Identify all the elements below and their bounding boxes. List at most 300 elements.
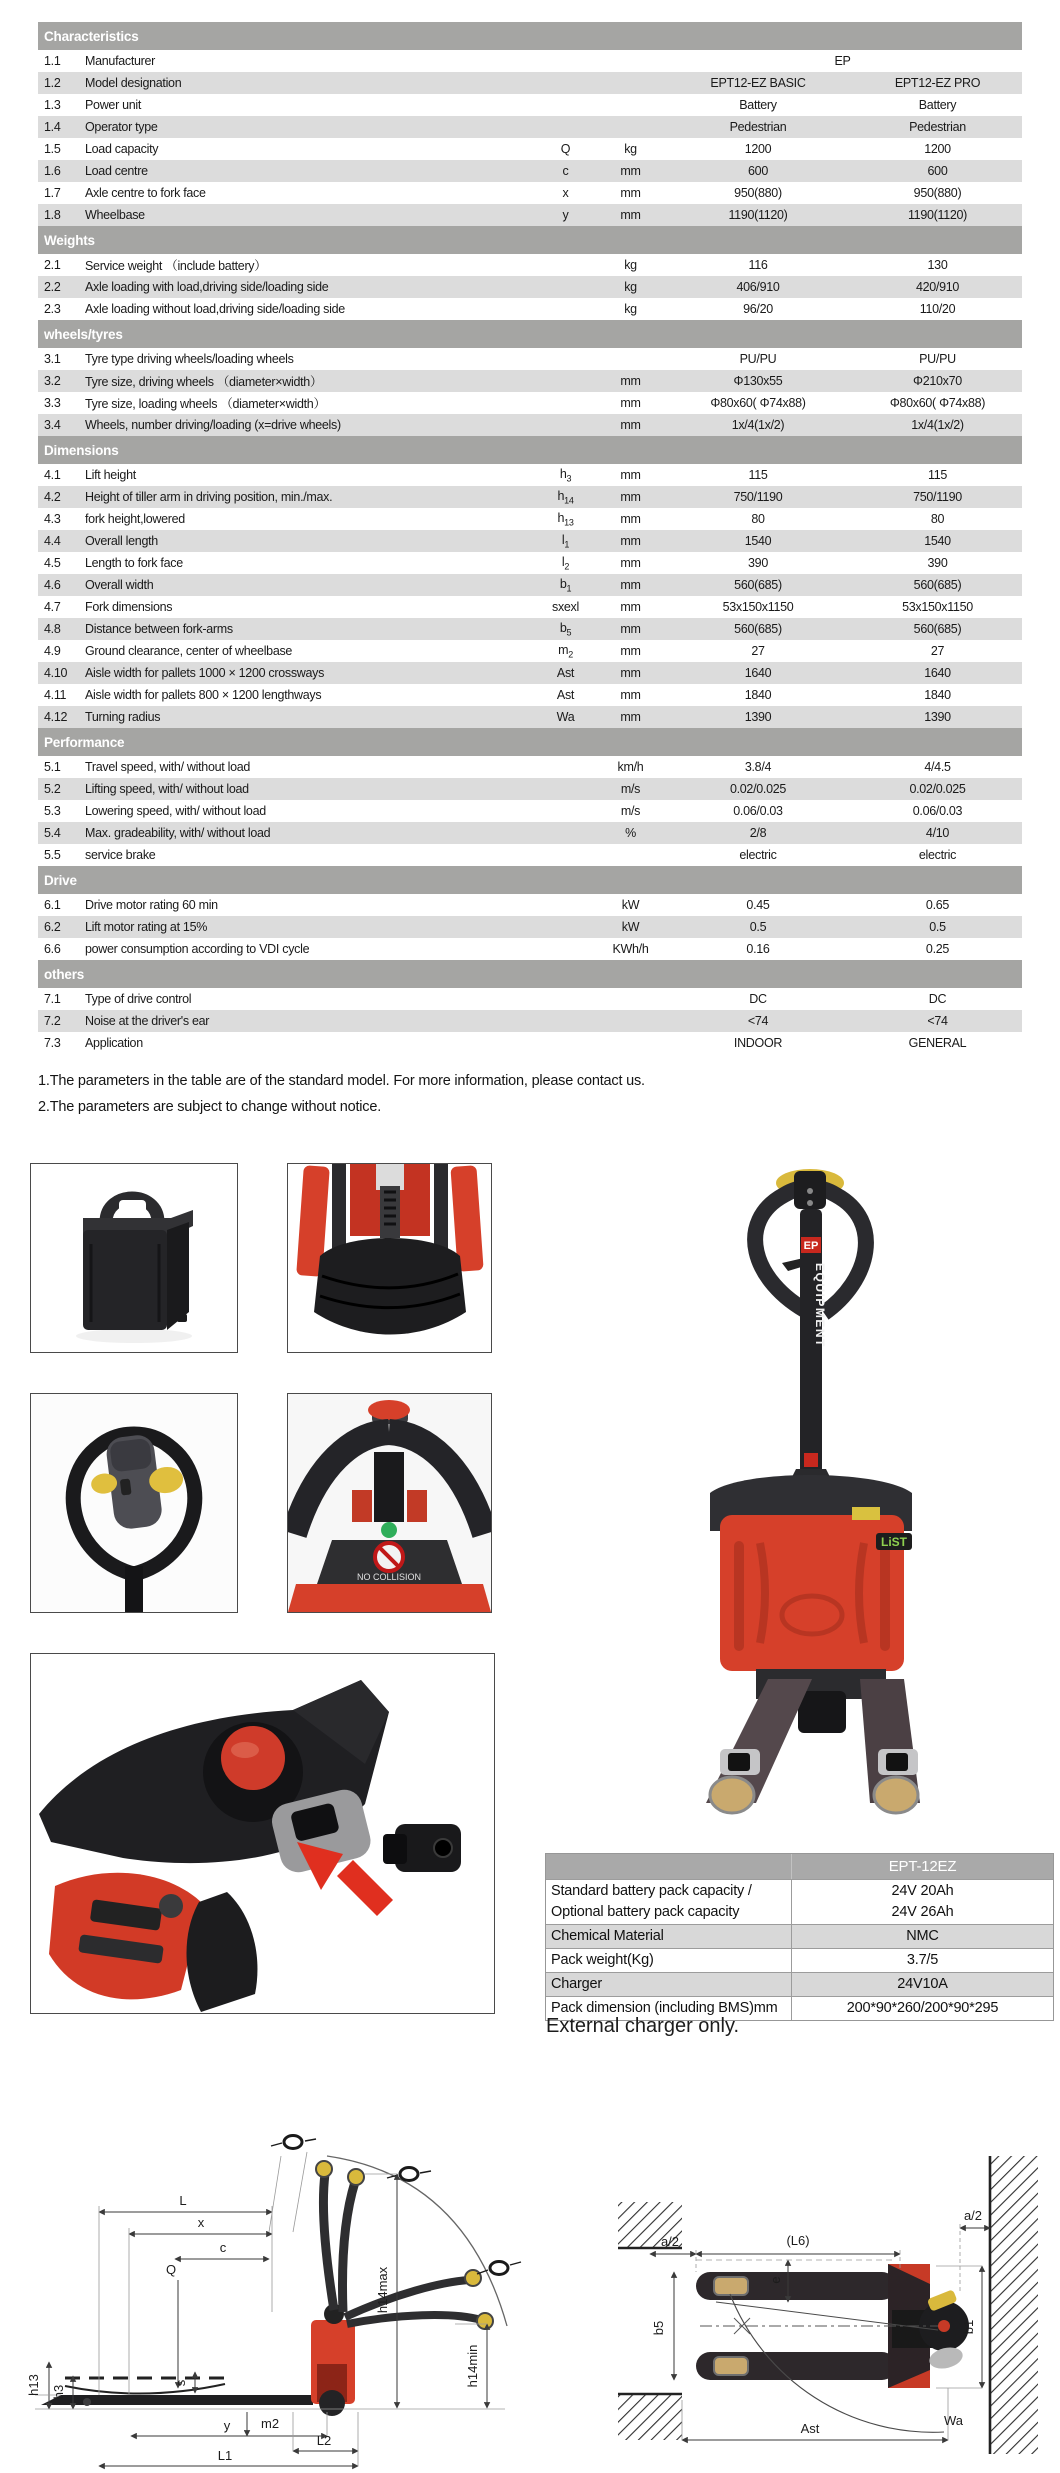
spec-cell-num: 3.1 — [44, 352, 61, 366]
spec-row — [38, 50, 1022, 72]
spec-cell-description: Max. gradeability, with/ without load — [85, 826, 271, 840]
photo-lift-mechanism — [287, 1163, 492, 1353]
spec-cell-value-pro: 950(880) — [913, 186, 962, 200]
spec-cell-symbol: $h_3$ — [559, 466, 572, 484]
spec-cell-unit: kW — [621, 920, 640, 934]
spec-row — [38, 822, 1022, 844]
spec-cell-num: 5.5 — [44, 848, 61, 862]
top-view-svg — [592, 2142, 1052, 2467]
spec-cell-value-basic: Φ130x55 — [733, 374, 783, 388]
spec-cell-symbol: c — [562, 164, 569, 178]
spec-cell-value-pro: 390 — [927, 556, 948, 570]
spec-cell-value-pro: GENERAL — [908, 1036, 967, 1050]
tiller-handle-illustration — [31, 1394, 237, 1612]
spec-cell-value-basic: 1190(1120) — [728, 208, 788, 222]
spec-cell-value-basic: 406/910 — [736, 280, 780, 294]
spec-cell-description: Manufacturer — [85, 54, 156, 68]
lift-mechanism-illustration — [288, 1164, 491, 1352]
spec-cell-value-pro: 1840 — [924, 688, 951, 702]
battery-row-value: 200*90*260/200*90*295 — [846, 2000, 999, 2016]
spec-row — [38, 1010, 1022, 1032]
spec-cell-value-basic: 0.16 — [746, 942, 770, 956]
spec-cell-unit: mm — [620, 622, 641, 636]
battery-row-value: 3.7/5 — [906, 1952, 939, 1968]
section-header: Dimensions — [38, 436, 1022, 464]
spec-cell-num: 7.1 — [44, 992, 61, 1006]
spec-row — [38, 844, 1022, 866]
dim-h13: h13 — [26, 2374, 41, 2396]
spec-cell-value-basic: 0.02/0.025 — [729, 782, 787, 796]
ep-logo: EP — [803, 1240, 819, 1252]
spec-cell-value-basic: 750/1190 — [733, 490, 783, 504]
spec-cell-value-basic: 1200 — [744, 142, 772, 156]
spec-cell-num: 4.10 — [44, 666, 68, 680]
spec-cell-value-basic: 1840 — [744, 688, 772, 702]
spec-row — [38, 894, 1022, 916]
spec-cell-unit: mm — [620, 710, 641, 724]
spec-cell-symbol: Ast — [556, 688, 575, 702]
spec-cell-description: Overall width — [85, 578, 154, 592]
spec-cell-num: 4.11 — [44, 688, 67, 702]
spec-row — [38, 182, 1022, 204]
spec-cell-description: Overall length — [85, 534, 158, 548]
spec-cell-description: Tyre type driving wheels/loading wheels — [85, 352, 294, 366]
battery-row-label: Standard battery pack capacity / Optional battery pack capacity — [546, 1880, 792, 1924]
photo-tiller-handle — [30, 1393, 238, 1613]
spec-cell-num: 7.2 — [44, 1014, 61, 1028]
spec-cell-description: Tyre size, driving wheels （diameter×width） — [85, 375, 323, 389]
spec-cell-description: Operator type — [85, 120, 158, 134]
spec-cell-unit: mm — [620, 396, 641, 410]
spec-cell-num: 6.6 — [44, 942, 61, 956]
dim-s: s — [173, 2379, 188, 2387]
spec-cell-value-basic: 390 — [748, 556, 768, 570]
spec-cell-unit: mm — [620, 512, 641, 526]
spec-cell-value-basic: Φ80x60( Φ74x88) — [710, 396, 806, 410]
spec-row — [38, 138, 1022, 160]
spec-cell-num: 1.5 — [44, 142, 61, 156]
spec-cell-value-pro: EPT12-EZ PRO — [894, 76, 981, 90]
spec-cell-value-basic: 1540 — [744, 534, 772, 548]
battery-row-value: 24V10A — [897, 1976, 948, 1992]
spec-cell-unit: mm — [620, 164, 641, 178]
spec-cell-description: Model designation — [85, 76, 182, 90]
dim-h14max: h14max — [375, 2266, 390, 2314]
spec-row — [38, 530, 1022, 552]
spec-cell-value-basic: 53x150x1150 — [722, 600, 794, 614]
spec-cell-value-basic: electric — [739, 848, 777, 862]
spec-cell-num: 4.9 — [44, 644, 61, 658]
spec-cell-value-pro: 4/10 — [925, 826, 950, 840]
spec-cell-symbol: sxexl — [552, 600, 579, 614]
battery-table — [545, 1853, 1054, 2021]
spec-cell-description: Turning radius — [85, 710, 161, 724]
spec-cell-value-basic: 560(685) — [734, 622, 782, 636]
spec-cell-unit: kg — [624, 302, 637, 316]
footnote-2: 2.The parameters are subject to change without notice. — [38, 1099, 382, 1115]
spec-cell-value-basic: <74 — [747, 1014, 769, 1028]
spec-cell-description: power consumption according to VDI cycle — [85, 942, 310, 956]
spec-cell-value-basic: 0.45 — [746, 898, 770, 912]
spec-cell-unit: mm — [620, 186, 641, 200]
equipment-brand-text: EQUIPMENT — [813, 1263, 827, 1348]
spec-row — [38, 254, 1022, 276]
spec-cell-description: Application — [85, 1036, 143, 1050]
spec-row — [38, 392, 1022, 414]
spec-cell-description: fork height,lowered — [85, 512, 185, 526]
spec-cell-description: Tyre size, loading wheels （diameter×width） — [85, 397, 326, 411]
spec-row — [38, 508, 1022, 530]
spec-cell-num: 6.2 — [44, 920, 61, 934]
section-header: Performance — [38, 728, 1022, 756]
photo-full-truck — [560, 1163, 1020, 1815]
spec-cell-value-pro: 1640 — [924, 666, 951, 680]
spec-cell-value-pro: 1540 — [924, 534, 951, 548]
spec-cell-value-basic: 1x/4(1x/2) — [731, 418, 785, 432]
battery-row-value: NMC — [906, 1928, 939, 1944]
spec-cell-value-basic: INDOOR — [733, 1036, 783, 1050]
footnote-1: 1.The parameters in the table are of the standard model. For more information, please contact us. — [38, 1073, 645, 1089]
spec-cell-description: Aisle width for pallets 800 × 1200 lengthways — [85, 688, 322, 702]
spec-cell-description: Height of tiller arm in driving position, min./max. — [85, 490, 333, 504]
spec-cell-value-pro: 560(685) — [913, 622, 962, 636]
spec-cell-value-basic: 1390 — [744, 710, 772, 724]
spec-cell-value-pro: Φ80x60( Φ74x88) — [889, 396, 986, 410]
spec-row — [38, 988, 1022, 1010]
spec-cell-symbol: Ast — [556, 666, 575, 680]
spec-cell-value-pro: 110/20 — [919, 302, 956, 316]
spec-cell-num: 4.5 — [44, 556, 61, 570]
spec-cell-value-basic: 115 — [748, 468, 768, 482]
spec-cell-value-pro: 1x/4(1x/2) — [911, 418, 964, 432]
spec-cell-unit: mm — [620, 556, 641, 570]
footnotes — [38, 1068, 645, 1120]
dim-L2: L2 — [316, 2433, 332, 2448]
dim-Ast: Ast — [800, 2421, 820, 2436]
spec-cell-unit: KWh/h — [612, 942, 649, 956]
spec-cell-description: Load centre — [85, 164, 148, 178]
spec-cell-num: 1.6 — [44, 164, 61, 178]
spec-cell-value-basic: 560(685) — [734, 578, 782, 592]
dim-L1: L1 — [217, 2448, 233, 2463]
spec-cell-value-pro: <74 — [927, 1014, 948, 1028]
spec-cell-value-basic: 2/8 — [749, 826, 767, 840]
spec-row — [38, 662, 1022, 684]
spec-row — [38, 414, 1022, 436]
spec-cell-description: Ground clearance, center of wheelbase — [85, 644, 293, 658]
photo-battery-pack — [30, 1163, 238, 1353]
dim-L: L — [179, 2193, 187, 2208]
spec-cell-description: Service weight （include battery） — [85, 259, 267, 273]
spec-cell-symbol: x — [562, 186, 569, 200]
spec-cell-unit: mm — [620, 688, 641, 702]
spec-row — [38, 916, 1022, 938]
battery-row-value: 24V 20Ah 24V 26Ah — [891, 1883, 954, 1920]
spec-cell-value-pro: 600 — [927, 164, 948, 178]
spec-cell-unit: mm — [620, 418, 641, 432]
dim-a2-left: a/2 — [660, 2234, 680, 2249]
spec-cell-unit: mm — [620, 578, 641, 592]
spec-cell-symbol: $h_{14}$ — [557, 488, 574, 506]
spec-row — [38, 756, 1022, 778]
dim-x: x — [197, 2215, 205, 2230]
spec-cell-description: Wheelbase — [85, 208, 145, 222]
spec-cell-description: Lifting speed, with/ without load — [85, 782, 249, 796]
spec-cell-unit: mm — [620, 208, 641, 222]
battery-row — [546, 1924, 1053, 1948]
spec-cell-symbol: y — [562, 208, 569, 222]
battery-header-model: EPT-12EZ — [888, 1858, 957, 1875]
battery-caption: External charger only. — [546, 2015, 740, 2037]
spec-row — [38, 72, 1022, 94]
battery-row — [546, 1948, 1053, 1972]
spec-cell-num: 2.1 — [44, 258, 61, 272]
battery-row — [546, 1879, 1053, 1924]
spec-row — [38, 94, 1022, 116]
spec-cell-value-pro: 80 — [930, 512, 945, 526]
spec-row — [38, 800, 1022, 822]
photo-chassis-mount — [287, 1393, 492, 1613]
spec-cell-value-basic: 600 — [748, 164, 768, 178]
spec-cell-description: Load capacity — [85, 142, 159, 156]
spec-cell-description: Axle loading without load,driving side/loading side — [85, 302, 345, 316]
spec-cell-num: 5.4 — [44, 826, 61, 840]
spec-cell-num: 4.1 — [44, 468, 61, 482]
spec-row — [38, 116, 1022, 138]
spec-row — [38, 204, 1022, 226]
spec-cell-value-pro: 27 — [930, 644, 945, 658]
section-header: wheels/tyres — [38, 320, 1022, 348]
battery-row-label: Charger — [546, 1973, 792, 1996]
spec-cell-description: Aisle width for pallets 1000 × 1200 crossways — [85, 666, 325, 680]
dim-m2: m2 — [261, 2416, 280, 2431]
spec-cell-value-pro: 1390 — [924, 710, 951, 724]
spec-row — [38, 348, 1022, 370]
spec-row — [38, 618, 1022, 640]
spec-cell-value-pro: 0.06/0.03 — [912, 804, 963, 818]
spec-cell-value-basic: Pedestrian — [729, 120, 787, 134]
spec-cell-value-pro: 420/910 — [915, 280, 960, 294]
spec-cell-description: Lift motor rating at 15% — [85, 920, 208, 934]
spec-cell-unit: kg — [624, 258, 637, 272]
spec-cell-unit: mm — [620, 374, 641, 388]
spec-cell-value-pro: Pedestrian — [909, 120, 966, 134]
spec-cell-num: 4.7 — [44, 600, 61, 614]
spec-row — [38, 552, 1022, 574]
spec-cell-value-pro: 0.5 — [929, 920, 946, 934]
dim-h3: h3 — [51, 2384, 66, 2400]
spec-cell-num: 4.8 — [44, 622, 61, 636]
spec-cell-num: 5.3 — [44, 804, 61, 818]
spec-cell-value-pro: Φ210x70 — [913, 374, 962, 388]
spec-cell-value-basic: 27 — [751, 644, 765, 658]
spec-cell-symbol: $m_2$ — [558, 642, 573, 660]
spec-cell-symbol: $l_2$ — [561, 554, 570, 572]
spec-cell-description: Fork dimensions — [85, 600, 173, 614]
spec-cell-value-basic: 1640 — [744, 666, 772, 680]
spec-cell-value-pro: 4/4.5 — [924, 760, 951, 774]
side-view-drawing — [25, 2112, 530, 2470]
spec-cell-value-pro: 750/1190 — [913, 490, 962, 504]
spec-cell-num: 4.6 — [44, 578, 61, 592]
spec-cell-value-basic: 0.5 — [749, 920, 767, 934]
side-view-svg — [25, 2112, 530, 2470]
spec-cell-description: Length to fork face — [85, 556, 183, 570]
spec-cell-unit: mm — [620, 600, 641, 614]
spec-cell-unit: m/s — [620, 804, 641, 818]
spec-cell-unit: mm — [620, 490, 641, 504]
spec-cell-num: 4.3 — [44, 512, 61, 526]
spec-cell-description: Wheels, number driving/loading (x=drive wheels) — [85, 418, 341, 432]
no-collision-label: NO COLLISION — [356, 1572, 422, 1582]
spec-row — [38, 938, 1022, 960]
spec-cell-num: 4.4 — [44, 534, 61, 548]
spec-cell-num: 4.2 — [44, 490, 61, 504]
spec-row — [38, 596, 1022, 618]
spec-cell-symbol: $b_1$ — [559, 576, 572, 594]
spec-cell-num: 7.3 — [44, 1036, 61, 1050]
spec-cell-num: 2.3 — [44, 302, 61, 316]
section-header: Weights — [38, 226, 1022, 254]
spec-cell-value-pro: 0.02/0.025 — [909, 782, 966, 796]
spec-cell-value-pro: 0.25 — [925, 942, 950, 956]
dim-y: y — [223, 2418, 231, 2433]
spec-cell-num: 3.2 — [44, 374, 61, 388]
battery-row — [546, 1972, 1053, 1996]
spec-cell-unit: m/s — [620, 782, 641, 796]
spec-cell-num: 4.12 — [44, 710, 68, 724]
battery-row-label: Pack weight(Kg) — [546, 1949, 792, 1972]
spec-cell-num: 1.3 — [44, 98, 61, 112]
spec-row — [38, 370, 1022, 392]
spec-cell-value-basic: 950(880) — [734, 186, 782, 200]
dim-Q: Q — [165, 2262, 177, 2277]
spec-row — [38, 486, 1022, 508]
battery-row-label: Chemical Material — [546, 1925, 792, 1948]
spec-cell-value-pro: PU/PU — [919, 352, 956, 366]
spec-cell-description: Lowering speed, with/ without load — [85, 804, 266, 818]
spec-cell-description: Distance between fork-arms — [85, 622, 233, 636]
section-header: Characteristics — [38, 22, 1022, 50]
spec-cell-value-pro: 0.65 — [925, 898, 950, 912]
spec-cell-num: 1.4 — [44, 120, 61, 134]
spec-row — [38, 298, 1022, 320]
spec-cell-value-basic: DC — [749, 992, 767, 1006]
spec-row — [38, 640, 1022, 662]
dim-b5: b5 — [651, 2320, 666, 2336]
spec-cell-value-pro: 130 — [927, 258, 948, 272]
spec-cell-value-pro: 53x150x1150 — [902, 600, 973, 614]
spec-cell-symbol: Q — [560, 142, 571, 156]
spec-cell-value-pro: DC — [928, 992, 947, 1006]
spec-cell-value-basic: 80 — [751, 512, 765, 526]
spec-cell-value-basic: 3.8/4 — [744, 760, 772, 774]
spec-cell-symbol: Wa — [556, 710, 575, 724]
spec-cell-value-basic: PU/PU — [739, 352, 777, 366]
dim-b1: b1 — [961, 2319, 976, 2335]
spec-cell-description: Axle centre to fork face — [85, 186, 206, 200]
spec-cell-unit: kg — [624, 280, 637, 294]
top-view-drawing — [592, 2142, 1052, 2467]
spec-cell-description: Noise at the driver's ear — [85, 1014, 210, 1028]
spec-cell-value-pro: Battery — [918, 98, 957, 112]
spec-cell-description: Travel speed, with/ without load — [85, 760, 251, 774]
spec-row — [38, 684, 1022, 706]
spec-cell-value-pro: electric — [918, 848, 957, 862]
spec-cell-value-pro: 1190(1120) — [907, 208, 968, 222]
spec-cell-num: 5.2 — [44, 782, 61, 796]
dim-c: c — [219, 2240, 227, 2255]
spec-cell-num: 3.4 — [44, 418, 61, 432]
spec-cell-unit: mm — [620, 666, 641, 680]
spec-cell-num: 1.2 — [44, 76, 61, 90]
spec-cell-unit: % — [625, 826, 636, 840]
spec-row — [38, 160, 1022, 182]
battery-table-rows — [546, 1879, 1053, 2020]
list-badge: LiST — [881, 1535, 907, 1549]
spec-cell-value-span: EP — [834, 54, 851, 68]
spec-row — [38, 1032, 1022, 1054]
spec-cell-unit: mm — [620, 468, 641, 482]
spec-cell-symbol: $l_1$ — [561, 532, 570, 550]
spec-cell-value-basic: 116 — [748, 258, 768, 272]
spec-row — [38, 706, 1022, 728]
battery-row-label: Pack dimension (including BMS)mm — [546, 1997, 792, 2020]
spec-cell-value-basic: 96/20 — [743, 302, 773, 316]
spec-cell-num: 2.2 — [44, 280, 61, 294]
spec-table — [38, 22, 1022, 1054]
spec-cell-description: Lift height — [85, 468, 136, 482]
spec-cell-unit: mm — [620, 534, 641, 548]
spec-cell-unit: kW — [621, 898, 640, 912]
dim-e: e — [768, 2276, 783, 2284]
spec-cell-description: service brake — [85, 848, 156, 862]
spec-cell-description: Axle loading with load,driving side/loading side — [85, 280, 329, 294]
spec-cell-num: 1.1 — [44, 54, 61, 68]
spec-cell-value-basic: EPT12-EZ BASIC — [710, 76, 806, 90]
spec-row — [38, 464, 1022, 486]
dim-Wa: Wa — [944, 2413, 964, 2428]
spec-cell-num: 3.3 — [44, 396, 61, 410]
spec-cell-unit: km/h — [617, 760, 644, 774]
spec-cell-value-basic: 0.06/0.03 — [733, 804, 783, 818]
chassis-mount-illustration — [288, 1394, 491, 1612]
spec-cell-value-pro: 1200 — [924, 142, 951, 156]
spec-cell-value-pro: 115 — [927, 468, 948, 482]
section-header: Drive — [38, 866, 1022, 894]
spec-cell-value-basic: Battery — [739, 98, 777, 112]
spec-cell-symbol: $h_{13}$ — [557, 510, 574, 528]
spec-cell-description: Drive motor rating 60 min — [85, 898, 218, 912]
spec-row — [38, 778, 1022, 800]
spec-cell-num: 1.7 — [44, 186, 61, 200]
spec-cell-unit: mm — [620, 644, 641, 658]
spec-row — [38, 574, 1022, 596]
battery-pack-illustration — [31, 1164, 237, 1352]
spec-row — [38, 276, 1022, 298]
spec-cell-symbol: $b_5$ — [559, 620, 572, 638]
full-truck-illustration — [560, 1163, 1020, 1815]
tiller-head-connector-illustration — [31, 1654, 494, 2013]
dim-h14min: h14min — [465, 2344, 480, 2388]
spec-cell-unit: kg — [624, 142, 637, 156]
section-header: others — [38, 960, 1022, 988]
spec-cell-value-pro: 560(685) — [913, 578, 962, 592]
spec-cell-num: 1.8 — [44, 208, 61, 222]
battery-header-empty-cell — [546, 1854, 792, 1879]
dim-a2-right: a/2 — [963, 2208, 983, 2223]
spec-cell-num: 6.1 — [44, 898, 61, 912]
